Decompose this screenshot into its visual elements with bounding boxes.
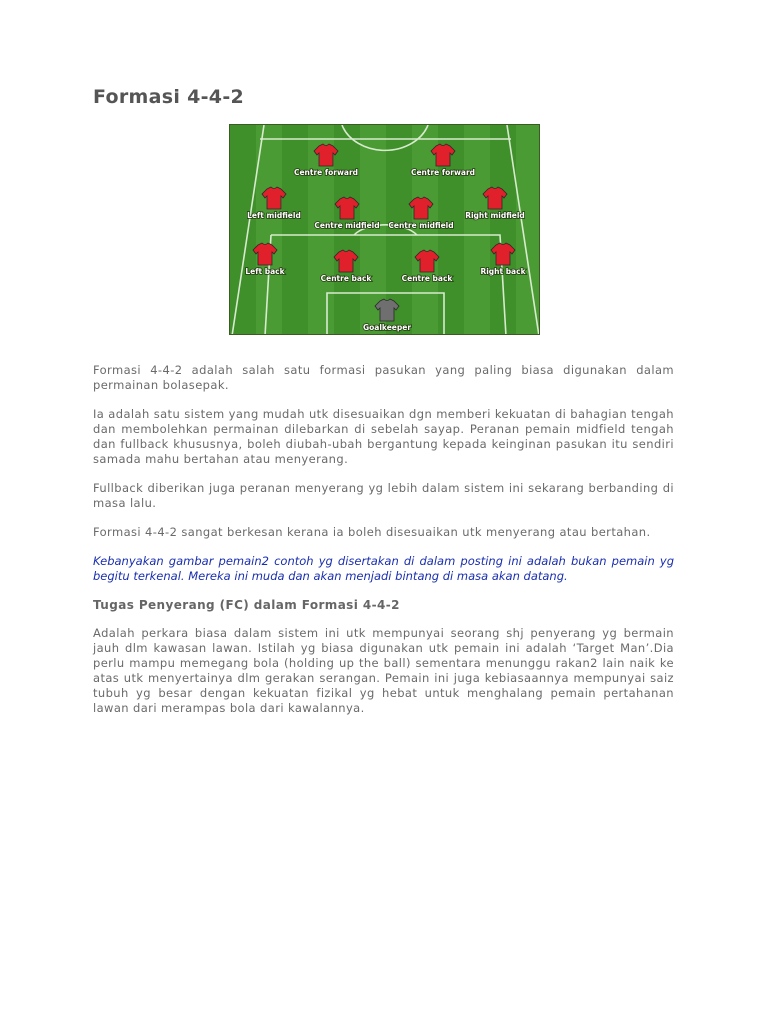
- paragraph-target-man: Adalah perkara biasa dalam sistem ini utk mempunyai seorang shj penyerang yg bermain jauh dlm kawasan lawan. Istilah yg biasa digunakan utk pemain ini adalah ‘Target Man’.Dia perlu mampu memegang bola (holding up the ball) sementara menunggu rakan2 lain naik ke atas utk menyertainya dlm gerakan serangan. Pemain ini juga kebiasaannya mempunyai saiz tubuh yg besar dengan kekuatan fizikal yg hebat untuk menghalang pemain pertahanan lawan dari merampas bola dari kawalannya.: [93, 626, 674, 715]
- pitch-image: [230, 125, 540, 335]
- paragraph-intro: Formasi 4-4-2 adalah salah satu formasi pasukan yang paling biasa digunakan dalam permainan bolasepak.: [93, 363, 674, 392]
- player-label: Centre back: [320, 274, 372, 283]
- pitch-stripe: [516, 125, 540, 335]
- player-label: Right midfield: [465, 211, 525, 220]
- player-label: Centre forward: [410, 168, 476, 177]
- note-paragraph: Kebanyakan gambar pemain2 contoh yg disertakan di dalam posting ini adalah bukan pemain yg begitu terkenal. Mereka ini muda dan akan menjadi bintang di masa akan datang.: [93, 554, 674, 583]
- pitch-stripe: [412, 125, 438, 335]
- section-heading: Tugas Penyerang (FC) dalam Formasi 4-4-2: [93, 598, 400, 612]
- player-label: Centre midfield: [314, 221, 380, 230]
- player-label: Centre midfield: [388, 221, 454, 230]
- player-label: Centre back: [401, 274, 453, 283]
- page-title: Formasi 4-4-2: [93, 86, 245, 108]
- paragraph-effective: Formasi 4-4-2 sangat berkesan kerana ia boleh disesuaikan utk menyerang atau bertahan.: [93, 525, 651, 539]
- formation-diagram: [229, 124, 540, 335]
- pitch-stripe: [464, 125, 490, 335]
- player-label: Goalkeeper: [362, 323, 412, 332]
- player-label: Right back: [480, 267, 526, 276]
- player-label: Left back: [245, 267, 285, 276]
- paragraph-system: Ia adalah satu sistem yang mudah utk disesuaikan dgn memberi kekuatan di bahagian tengah dan membolehkan permainan dilebarkan di sebelah sayap. Peranan pemain midfield tengah dan fullback khususnya, boleh diubah-ubah bergantung kepada keinginan pasukan itu sendiri samada mahu bertahan atau menyerang.: [93, 407, 674, 466]
- article-body: [93, 363, 674, 730]
- player-label: Left midfield: [247, 211, 301, 220]
- paragraph-fullback: Fullback diberikan juga peranan menyerang yg lebih dalam sistem ini sekarang berbanding di masa lalu.: [93, 481, 674, 510]
- player-label: Centre forward: [293, 168, 359, 177]
